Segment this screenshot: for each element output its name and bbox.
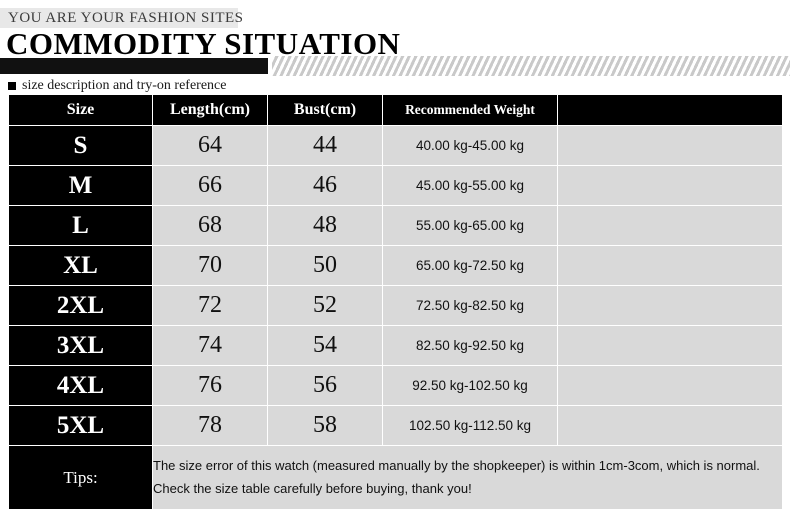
cell-blank xyxy=(558,326,783,366)
page-header xyxy=(0,0,790,70)
table-row xyxy=(9,206,783,246)
size-table-wrapper xyxy=(8,94,782,510)
cell-blank xyxy=(558,166,783,206)
cell-length: 70 xyxy=(153,246,268,286)
cell-bust: 50 xyxy=(268,246,383,286)
cell-blank xyxy=(558,286,783,326)
cell-size: L xyxy=(9,206,153,246)
cell-length: 64 xyxy=(153,126,268,166)
kicker-text: YOU ARE YOUR FASHION SITES xyxy=(8,10,244,26)
subtitle-row xyxy=(8,78,226,94)
cell-size: 4XL xyxy=(9,366,153,406)
column-header-size: Size xyxy=(9,95,153,126)
table-row xyxy=(9,406,783,446)
cell-blank xyxy=(558,366,783,406)
cell-bust: 52 xyxy=(268,286,383,326)
cell-blank xyxy=(558,246,783,286)
column-header-recommended-weight: Recommended Weight xyxy=(383,95,558,126)
cell-length: 66 xyxy=(153,166,268,206)
cell-blank xyxy=(558,206,783,246)
cell-length: 74 xyxy=(153,326,268,366)
cell-blank xyxy=(558,126,783,166)
cell-size: S xyxy=(9,126,153,166)
tips-text-cell xyxy=(153,446,783,510)
cell-bust: 56 xyxy=(268,366,383,406)
tips-label: Tips: xyxy=(9,446,153,510)
table-header xyxy=(9,95,783,126)
page-title: COMMODITY SITUATION xyxy=(6,26,401,61)
table-row xyxy=(9,326,783,366)
cell-bust: 54 xyxy=(268,326,383,366)
cell-weight: 65.00 kg-72.50 kg xyxy=(383,246,558,286)
column-header-blank xyxy=(558,95,783,126)
table-row xyxy=(9,366,783,406)
table-row xyxy=(9,126,783,166)
cell-weight: 45.00 kg-55.00 kg xyxy=(383,166,558,206)
cell-length: 78 xyxy=(153,406,268,446)
cell-weight: 82.50 kg-92.50 kg xyxy=(383,326,558,366)
subtitle-text: size description and try-on reference xyxy=(22,78,227,93)
cell-size: 2XL xyxy=(9,286,153,326)
cell-weight: 92.50 kg-102.50 kg xyxy=(383,366,558,406)
cell-bust: 46 xyxy=(268,166,383,206)
table-row xyxy=(9,246,783,286)
cell-length: 72 xyxy=(153,286,268,326)
table-body xyxy=(9,126,783,510)
cell-weight: 55.00 kg-65.00 kg xyxy=(383,206,558,246)
cell-weight: 40.00 kg-45.00 kg xyxy=(383,126,558,166)
table-row xyxy=(9,286,783,326)
tips-line-1: The size error of this watch (measured manually by the shopkeeper) is within 1cm-3com, which is normal. xyxy=(153,457,760,473)
size-table xyxy=(8,94,783,510)
column-header-bust: Bust(cm) xyxy=(268,95,383,126)
table-row xyxy=(9,166,783,206)
cell-bust: 58 xyxy=(268,406,383,446)
cell-length: 76 xyxy=(153,366,268,406)
cell-size: 5XL xyxy=(9,406,153,446)
cell-bust: 48 xyxy=(268,206,383,246)
bullet-square-icon xyxy=(8,82,16,90)
cell-size: M xyxy=(9,166,153,206)
column-header-length: Length(cm) xyxy=(153,95,268,126)
cell-size: XL xyxy=(9,246,153,286)
tips-row xyxy=(9,446,783,510)
cell-weight: 102.50 kg-112.50 kg xyxy=(383,406,558,446)
tips-line-2: Check the size table carefully before buying, thank you! xyxy=(153,480,472,496)
cell-length: 68 xyxy=(153,206,268,246)
table-header-row xyxy=(9,95,783,126)
cell-bust: 44 xyxy=(268,126,383,166)
cell-size: 3XL xyxy=(9,326,153,366)
cell-blank xyxy=(558,406,783,446)
cell-weight: 72.50 kg-82.50 kg xyxy=(383,286,558,326)
